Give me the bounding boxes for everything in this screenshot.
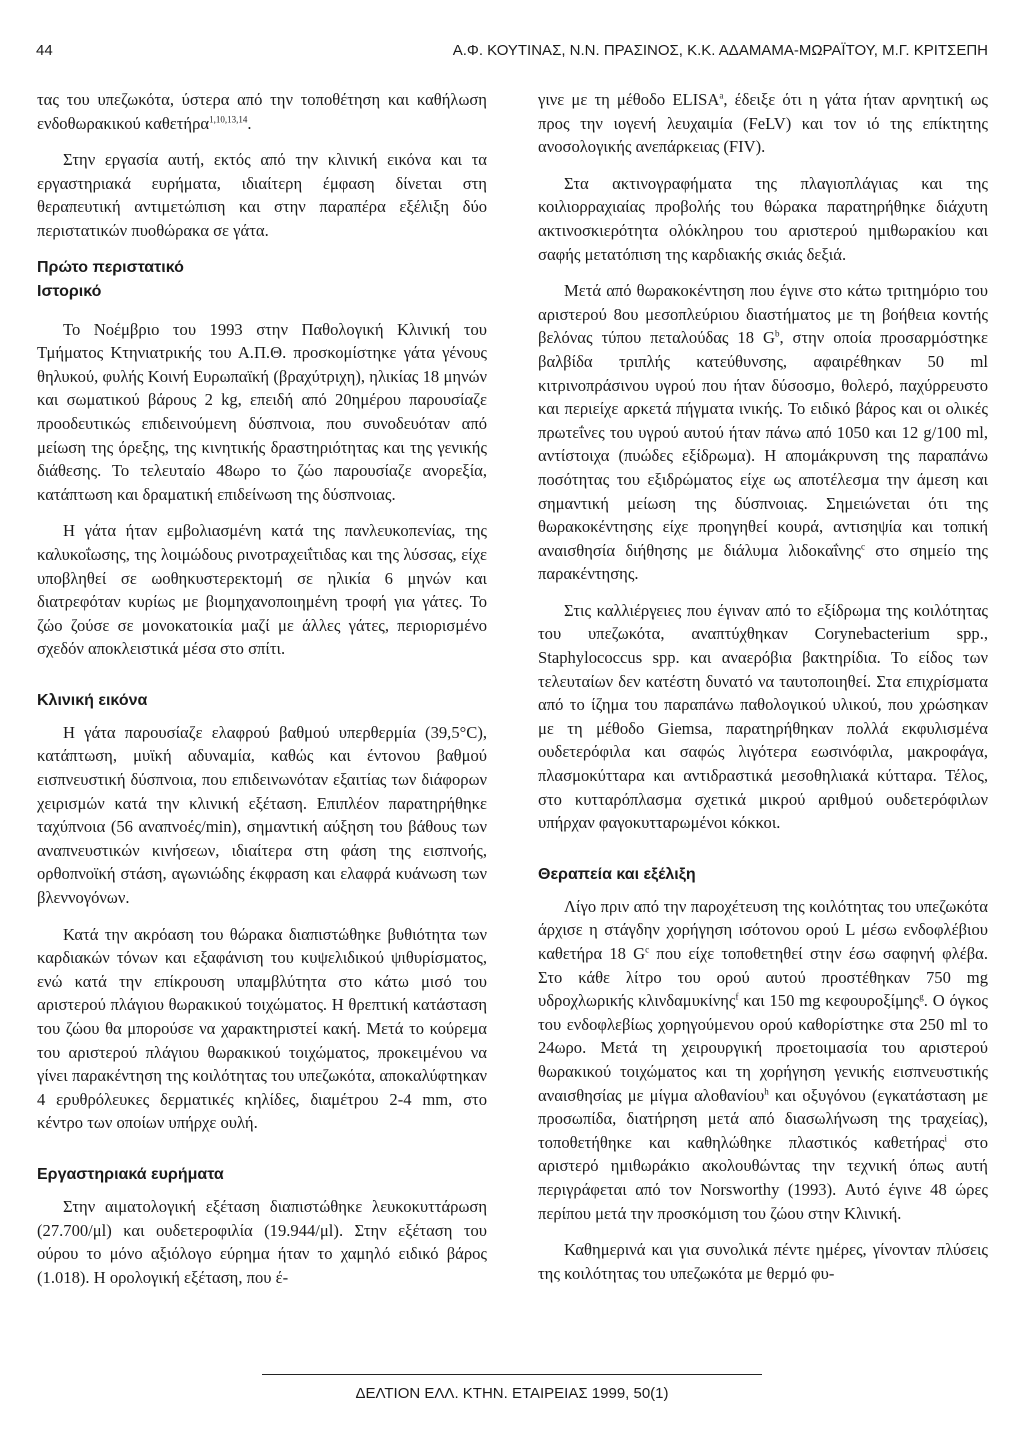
section-heading-lab-findings: Εργαστηριακά ευρήματα <box>37 1165 224 1183</box>
footnote-marker: b <box>774 328 780 339</box>
paragraph: γινε με τη μέθοδο ELISA$^a$, έδειξε ότι η γάτα ήταν αρνητική ως προς την ιογενή λευχαιμία (FeLV) και τον ιό της επίκτητης ανοσολογικής ανεπάρκειας (FIV). <box>538 90 988 157</box>
section-heading-therapy: Θεραπεία και εξέλιξη <box>538 865 696 883</box>
page-number: 44 <box>36 42 53 59</box>
footnote-marker: c <box>860 541 865 552</box>
paragraph: Στα ακτινογραφήματα της πλαγιοπλάγιας και της κοιλιορραχιαίας προβολής του θώρακα παρατηρήθηκε διάχυτη ακτινοσκιερότητα ολόκληρου του αριστερού ημιθωρακίου και σαφής μετατόπιση της καρδιακής σκιάς δεξιά. <box>538 173 988 264</box>
paragraph: Στις καλλιέργειες που έγιναν από το εξίδρωμα της κοιλότητας του υπεζωκότα, αναπτύχθηκαν Corynebacterium spp., Staphylococcus spp. και αναερόβια βακτηρίδια. Το είδος των τελευταίων δεν κατέστη δυνατό να ταυτοποιηθεί. Στα επιχρίσματα από το ίζημα του παραπάνω παθολογικού υλικού, που χρώσηκαν με τη μέθοδο Giemsa, παρατηρήθηκαν πολλά εκφυλισμένα ουδετερόφιλα και σαφώς λιγότερα εωσινόφιλα, μακροφάγα, πλασμοκύτταρα και αντιδραστικά μεσοθηλιακά κύτταρα. Τέλος, στο κυτταρόπλασμα σχετικά μικρού αριθμού ουδετερόφιλων υπήρχαν φαγοκυτταρωμένοι κόκκοι. <box>538 600 988 833</box>
footnote-marker: i <box>944 1133 948 1144</box>
footer-divider <box>262 1374 762 1375</box>
paragraph: Η γάτα ήταν εμβολιασμένη κατά της πανλευκοπενίας, της καλυκοΐωσης, της λοιμώδους ρινοτραχειΐτιδας και της λύσσας, είχε υποβληθεί σε ωοθηκυστερεκτομή σε ηλικία 6 μηνών και διατρεφόταν κυρίως με βιομηχανοποιημένη τροφή για γάτες. Το ζώο ζούσε σε μονοκατοικία μαζί με άλλες γάτες, περιορισμένο σχεδόν αποκλειστικά μέσα στο σπίτι. <box>37 521 487 659</box>
paragraph: Κατά την ακρόαση του θώρακα διαπιστώθηκε βυθιότητα των καρδιακών τόνων και εξαφάνιση του κυψελιδικού ψιθυρίσματος, ενώ κατά την επίκρουση υπαμβλύτητα στο κάτω μισό του αριστερού πλάγιου θωρακικού τοιχώματος. Η θρεπτική κατάσταση του ζώου θα μπορούσε να χαρακτηριστεί κακή. Μετά το κούρεμα του αριστερού πλάγιου θωρακικού τοιχώματος, προκειμένου να γίνει παρακέντηση της κοιλότητας του υπεζωκότα, αποκαλύφτηκαν 4 ερυθρόλευκες δερματικές κηλίδες, διαμέτρου 2-4 mm, στο κέντρο των οποίων υπήρχε ουλή. <box>37 924 487 1133</box>
paragraph: Το Νοέμβριο του 1993 στην Παθολογική Κλινική του Τμήματος Κτηνιατρικής του Α.Π.Θ. προσκομίστηκε γάτα γένους θηλυκού, φυλής Κοινή Ευρωπαϊκή (βραχύτριχη), ηλικίας 18 μηνών και σωματικού βάρους 2 kg, επειδή από 20ημέρου παρουσίαζε προοδευτικώς επιδεινούμενη δύσπνοια, που συνοδευόταν από μείωση της όρεξης, της κινητικής δραστηριότητας και της γενικής διάθεσης. Το τελευταίο 48ωρο το ζώο παρουσίαζε ανορεξία, κατάπτωση και δραματική επιδείνωση της δύσπνοιας. <box>37 319 487 504</box>
paragraph: τας του υπεζωκότα, ύστερα από την τοποθέτηση και καθήλωση ενδοθωρακικού καθετήρα$^{1,10,13,14}$. <box>37 90 487 133</box>
footnote-marker: c <box>645 944 650 955</box>
citation-superscript: 1,10,13,14 <box>209 114 248 125</box>
paragraph: Η γάτα παρουσίαζε ελαφρού βαθμού υπερθερμία (39,5°C), κατάπτωση, μυϊκή αδυναμία, καθώς και έντονου βαθμού εισπνευστική δύσπνοια, που επιδεινωνόταν εξαιτίας των διάφορων χειρισμών κατά την κλινική εξέταση. Επιπλέον παρατηρήθηκε ταχύπνοια (56 αναπνοές/min), σημαντική αύξηση του βάθους των αναπνευστικών κινήσεων, ιδιαίτερα στη φάση της εισπνοής, ορθοπνοϊκή στάση, αγωνιώδης έκφραση και ελαφρά κυάνωση των βλεννογόνων. <box>37 722 487 908</box>
running-title-authors: Α.Φ. ΚΟΥΤΙΝΑΣ, Ν.Ν. ΠΡΑΣΙΝΟΣ, Κ.Κ. ΑΔΑΜΑΜΑ-ΜΩΡΑΪΤΟΥ, Μ.Γ. ΚΡΙΤΣΕΠΗ <box>452 42 988 59</box>
footnote-marker: f <box>735 991 739 1002</box>
section-heading-history: Ιστορικό <box>37 282 102 300</box>
footnote-marker: g <box>919 991 924 1002</box>
left-column <box>37 88 487 1302</box>
paragraph: Καθημερινά και για συνολικά πέντε ημέρες, γίνονταν πλύσεις της κοιλότητας του υπεζωκότα με θερμό φυ- <box>538 1240 988 1283</box>
footnote-marker: h <box>764 1086 769 1097</box>
section-heading-clinical-picture: Κλινική εικόνα <box>37 691 148 709</box>
paragraph: Στην αιματολογική εξέταση διαπιστώθηκε λευκοκυττάρωση (27.700/μl) και ουδετεροφιλία (19.944/μl). Στην εξέταση του ούρου το μόνο αξιόλογο εύρημα ήταν το χαμηλό ειδικό βάρος (1.018). Η ορολογική εξέταση, που έ- <box>37 1196 487 1287</box>
section-heading-first-case: Πρώτο περιστατικό <box>37 258 184 276</box>
paragraph: Λίγο πριν από την παροχέτευση της κοιλότητας του υπεζωκότα άρχισε η στάγδην χορήγηση ισότονου ορού L μέσω ενδοφλέβιου καθετήρα 18 $G^c$ που είχε τοποθετηθεί στην έσω σαφηνή φλέβα. Στο κάθε λίτρο του ορού αυτού προστέθηκαν 750 mg υδροχλωρικής κλινδαμυκίνης$^f$ και 150 mg κεφουροξίμης$^g$. Ο όγκος του ενδοφλεβίως χορηγούμενου ορού καθορίστηκε στα 250 ml το 24ωρο. Μετά τη χειρουργική προετοιμασία του αριστερού θωρακικού τοιχώματος και τη χορήγηση γενικής εισπνευστικής αναισθησίας με μίγμα αλοθανίου$^h$ και οξυγόνου (εγκατάσταση με προσωπίδα, διατήρηση μετά από διασωλήνωση της τραχείας), τοποθετήθηκε και καθηλώθηκε πλαστικός καθετήρας$^i$ στο αριστερό ημιθωράκιο ακολουθώντας την τεχνική όπως αυτή περιγράφεται από τον Norsworthy (1993). Αυτό έγινε 48 ώρες περίπου μετά την προσκόμιση του ζώου στην Κλινική. <box>538 896 988 1223</box>
footer-journal-citation: ΔΕΛΤΙΟΝ ΕΛΛ. ΚΤΗΝ. ΕΤΑΙΡΕΙΑΣ 1999, 50(1) <box>355 1385 669 1402</box>
right-column <box>538 88 988 1298</box>
page-header <box>36 42 988 64</box>
paragraph: Στην εργασία αυτή, εκτός από την κλινική εικόνα και τα εργαστηριακά ευρήματα, ιδιαίτερη έμφαση δίνεται στη θεραπευτική αντιμετώπιση και στην παραπέρα εξέλιξη δύο περιστατικών πυοθώρακα σε γάτα. <box>37 150 487 240</box>
paragraph: Μετά από θωρακοκέντηση που έγινε στο κάτω τριτημόριο του αριστερού 8ου μεσοπλεύριου διαστήματος με τη βοήθεια κοντής βελόνας τύπου πεταλούδας 18 $G^b$, στην οποία προσαρμόστηκε βαλβίδα τριπλής κατεύθυνσης, αφαιρέθηκαν 50 ml κιτρινοπράσινου υγρού που ήταν δύσοσμο, θολερό, παχύρρευστο και περιείχε αρκετά πήγματα ινικής. Το ειδικό βάρος και οι ολικές πρωτεΐνες του υγρού αυτού ήταν πάνω από 1050 και 12 g/100 ml, αντίστοιχα (πυώδες εξίδρωμα). Η απομάκρυνση της παραπάνω ποσότητας του εξιδρώματος είχε ως αποτέλεσμα την άμεση και σημαντική μείωση της δύσπνοιας. Σημειώνεται ότι της θωρακοκέντησης είχε προηγηθεί κουρά, αντισηψία και τοπική αναισθησία διήθησης με διάλυμα λιδοκαΐνης$^c$ στο σημείο της παρακέντησης. <box>538 281 988 584</box>
footnote-marker: a <box>719 90 724 101</box>
